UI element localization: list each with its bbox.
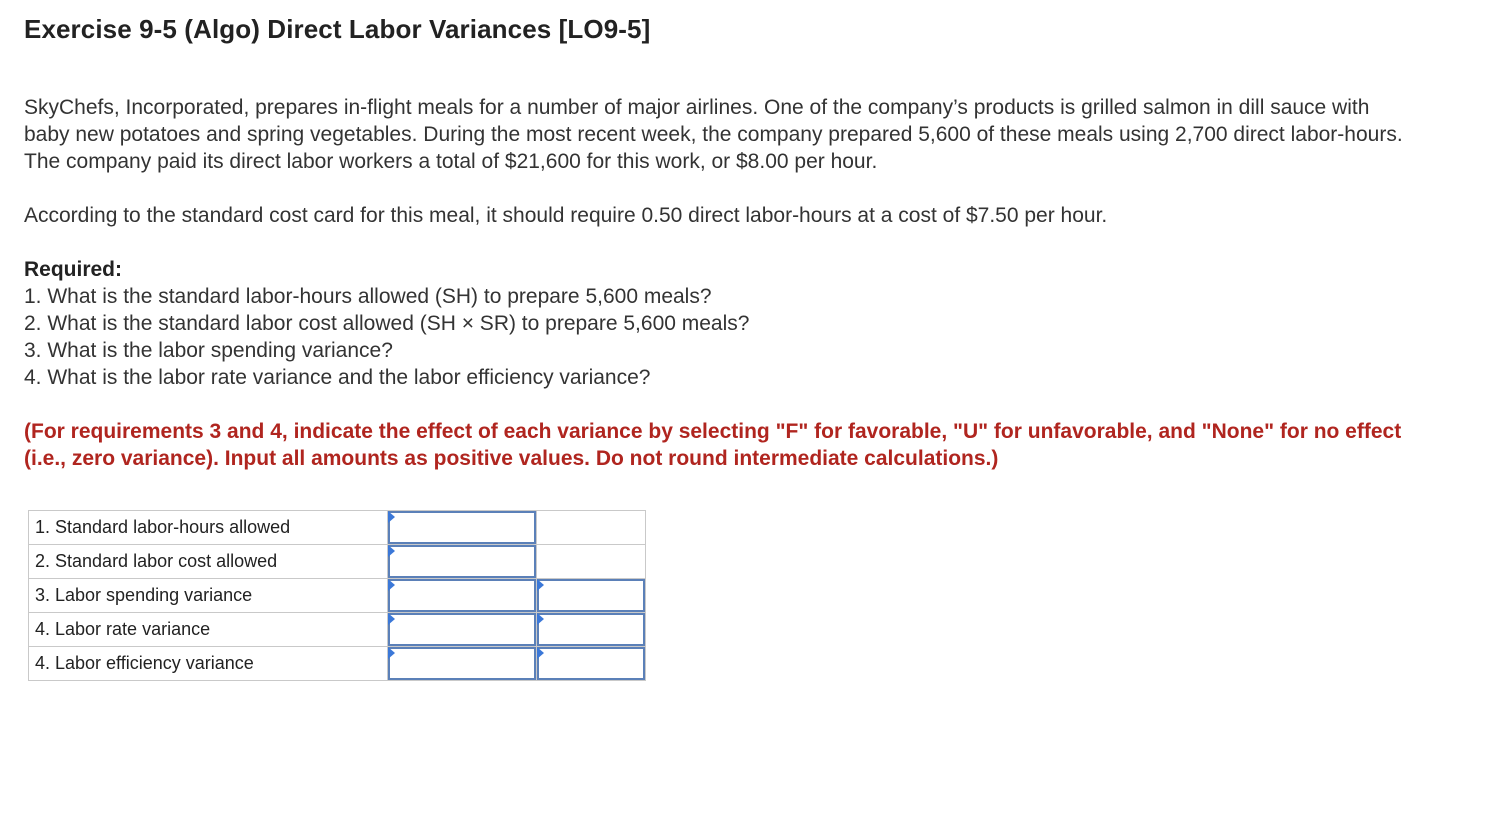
required-list [24, 283, 749, 391]
row-label-standard-hours: 1. Standard labor-hours allowed [29, 511, 388, 545]
row-label-efficiency-variance: 4. Labor efficiency variance [29, 647, 388, 681]
required-item-2: 2. What is the standard labor cost allowed (SH × SR) to prepare 5,600 meals? [24, 312, 750, 335]
table-row [29, 545, 646, 579]
input-cell [388, 647, 537, 681]
rate-variance-effect-select[interactable] [537, 613, 645, 646]
empty-cell [537, 511, 646, 545]
rate-variance-input[interactable] [388, 613, 536, 646]
empty-cell [537, 545, 646, 579]
input-cell [388, 613, 537, 647]
required-heading: Required: [24, 258, 123, 281]
problem-intro-paragraph: SkyChefs, Incorporated, prepares in-flight meals for a number of major airlines. One of the company’s products is grilled salmon in dill sauce with baby new potatoes and spring vegetables. During the most recent week, the company prepared 5,600 of these meals using 2,700 direct labor-hours. The company paid its direct labor workers a total of $21,600 for this work, or $8.00 per hour. [24, 96, 1403, 173]
standard-hours-input[interactable] [388, 511, 536, 544]
instruction-text: (For requirements 3 and 4, indicate the effect of each variance by selecting "F" for favorable, "U" for unfavorable, and "None" for no effect (i.e., zero variance). Input all amounts as positive values. Do not round intermediate calculations.) [24, 420, 1402, 470]
effect-cell [537, 647, 646, 681]
required-item-1: 1. What is the standard labor-hours allowed (SH) to prepare 5,600 meals? [24, 285, 712, 308]
spending-variance-effect-select[interactable] [537, 579, 645, 612]
effect-cell [537, 613, 646, 647]
required-item-3: 3. What is the labor spending variance? [24, 339, 393, 362]
table-row [29, 579, 646, 613]
efficiency-variance-input[interactable] [388, 647, 536, 680]
answer-table [28, 510, 646, 681]
standard-cost-input[interactable] [388, 545, 536, 578]
exercise-title: Exercise 9-5 (Algo) Direct Labor Variances [LO9-5] [24, 14, 651, 44]
table-row [29, 647, 646, 681]
effect-cell [537, 579, 646, 613]
efficiency-variance-effect-select[interactable] [537, 647, 645, 680]
table-row [29, 613, 646, 647]
required-item-4: 4. What is the labor rate variance and the labor efficiency variance? [24, 366, 651, 389]
input-cell [388, 511, 537, 545]
row-label-spending-variance: 3. Labor spending variance [29, 579, 388, 613]
input-cell [388, 579, 537, 613]
input-cell [388, 545, 537, 579]
row-label-standard-cost: 2. Standard labor cost allowed [29, 545, 388, 579]
spending-variance-input[interactable] [388, 579, 536, 612]
standard-cost-paragraph: According to the standard cost card for this meal, it should require 0.50 direct labor-hours at a cost of $7.50 per hour. [24, 204, 1108, 227]
row-label-rate-variance: 4. Labor rate variance [29, 613, 388, 647]
table-row [29, 511, 646, 545]
